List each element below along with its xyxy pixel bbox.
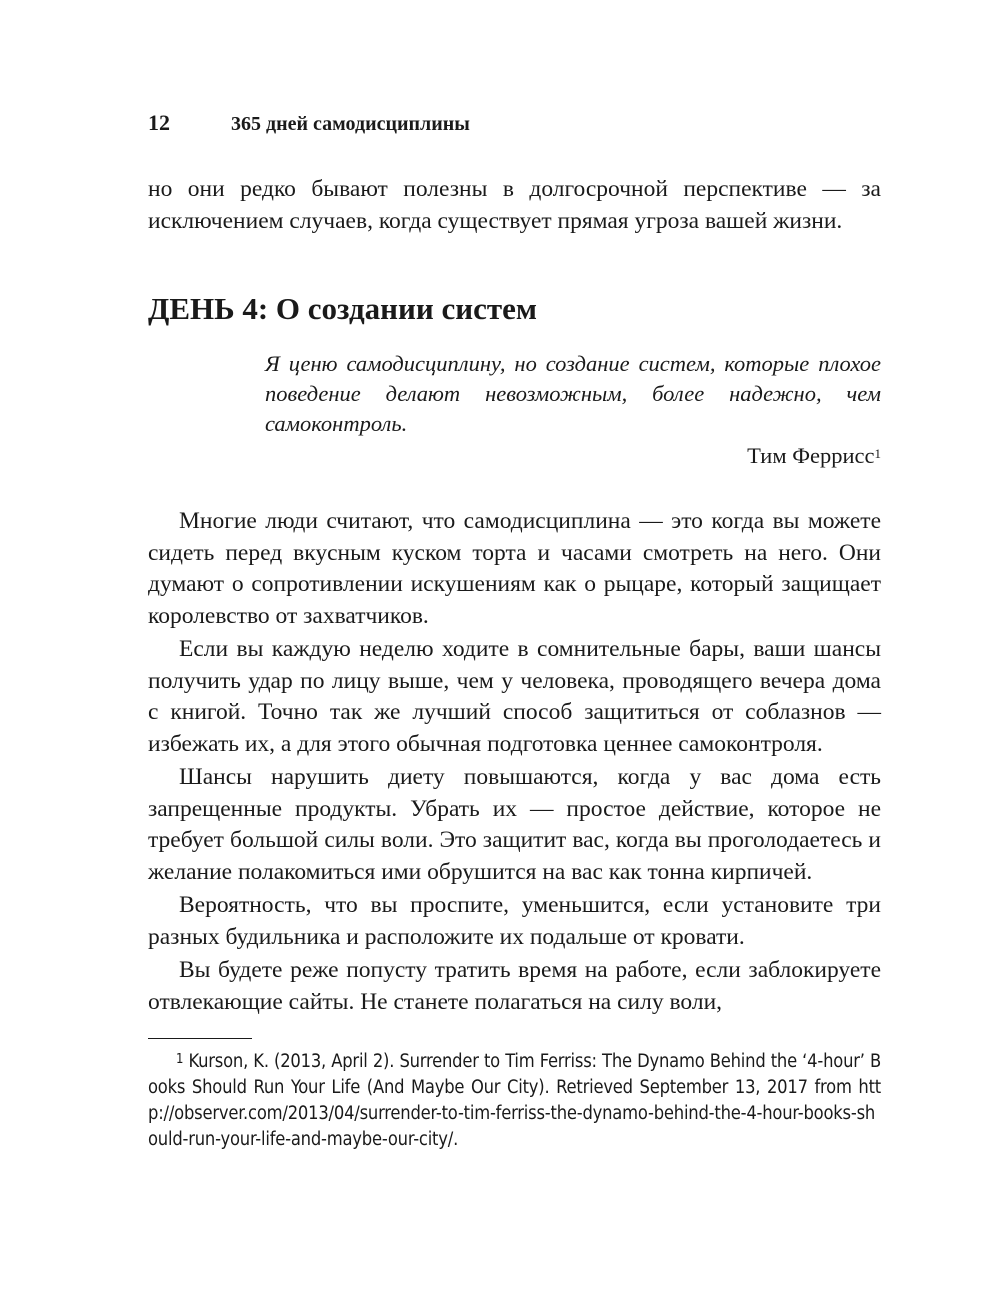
footnote-divider: [148, 1038, 252, 1039]
book-page: [148, 110, 881, 1153]
epigraph-author-name: Тим Феррисс: [747, 443, 875, 468]
page-number: 12: [148, 110, 170, 135]
continued-paragraph: но они редко бывают полезны в долгосрочной перспективе — за исключением случаев, когда существует прямая угроза вашей жизни.: [148, 176, 881, 234]
footnote-reference: 1: [874, 446, 881, 461]
paragraph: Если вы каждую неделю ходите в сомнительные бары, ваши шансы получить удар по лицу выше, чем у человека, проводящего вечера дома с книгой. Точно так же лучший способ защититься от соблазнов — избежать их, а для этого обычная подготовка ценнее самоконтроля.: [148, 636, 881, 757]
footnote-text: Kurson, K. (2013, April 2). Surrender to Tim Ferriss: The Dynamo Behind the ‘4-hour’ Books Should Run Your Life (And Maybe Our City). Retrieved September 13, 2017 from http://observer.com/2013/04/surrender-to-tim-ferriss-the-dynamo-behind-the-4-hour-books-should-run-your-life-and-maybe-our-city/.: [148, 1051, 881, 1150]
paragraph: Шансы нарушить диету повышаются, когда у вас дома есть запрещенные продукты. Убрать их — простое действие, которое не требует большой силы воли. Это защитит вас, когда вы проголодаетесь и желание полакомиться ими обрушится на вас как тонна кирпичей.: [148, 764, 881, 885]
running-header: [148, 110, 881, 140]
chapter-title: ДЕНЬ 4: О создании систем: [148, 291, 537, 326]
paragraph: Вы будете реже попусту тратить время на работе, если заблокируете отвлекающие сайты. Не станете полагаться на силу воли,: [148, 957, 881, 1015]
body-paragraphs: [148, 506, 881, 1018]
epigraph-quote: Я ценю самодисциплину, но создание систем, которые плохое поведение делают невозможным, более надежно, чем самоконтроль.: [265, 351, 881, 436]
paragraph: Многие люди считают, что самодисциплина — это когда вы можете сидеть перед вкусным куском торта и часами смотреть на него. Они думают о сопротивлении искушениям как о рыцаре, который защищает королевство от захватчиков.: [148, 508, 881, 629]
paragraph: Вероятность, что вы проспите, уменьшится, если установите три разных будильника и расположите их подальше от кровати.: [148, 892, 881, 950]
footnote: [148, 1049, 881, 1153]
epigraph: [148, 349, 881, 471]
footnote-marker: 1: [176, 1052, 184, 1067]
book-title: 365 дней самодисциплины: [231, 113, 470, 135]
epigraph-author: [148, 441, 881, 471]
